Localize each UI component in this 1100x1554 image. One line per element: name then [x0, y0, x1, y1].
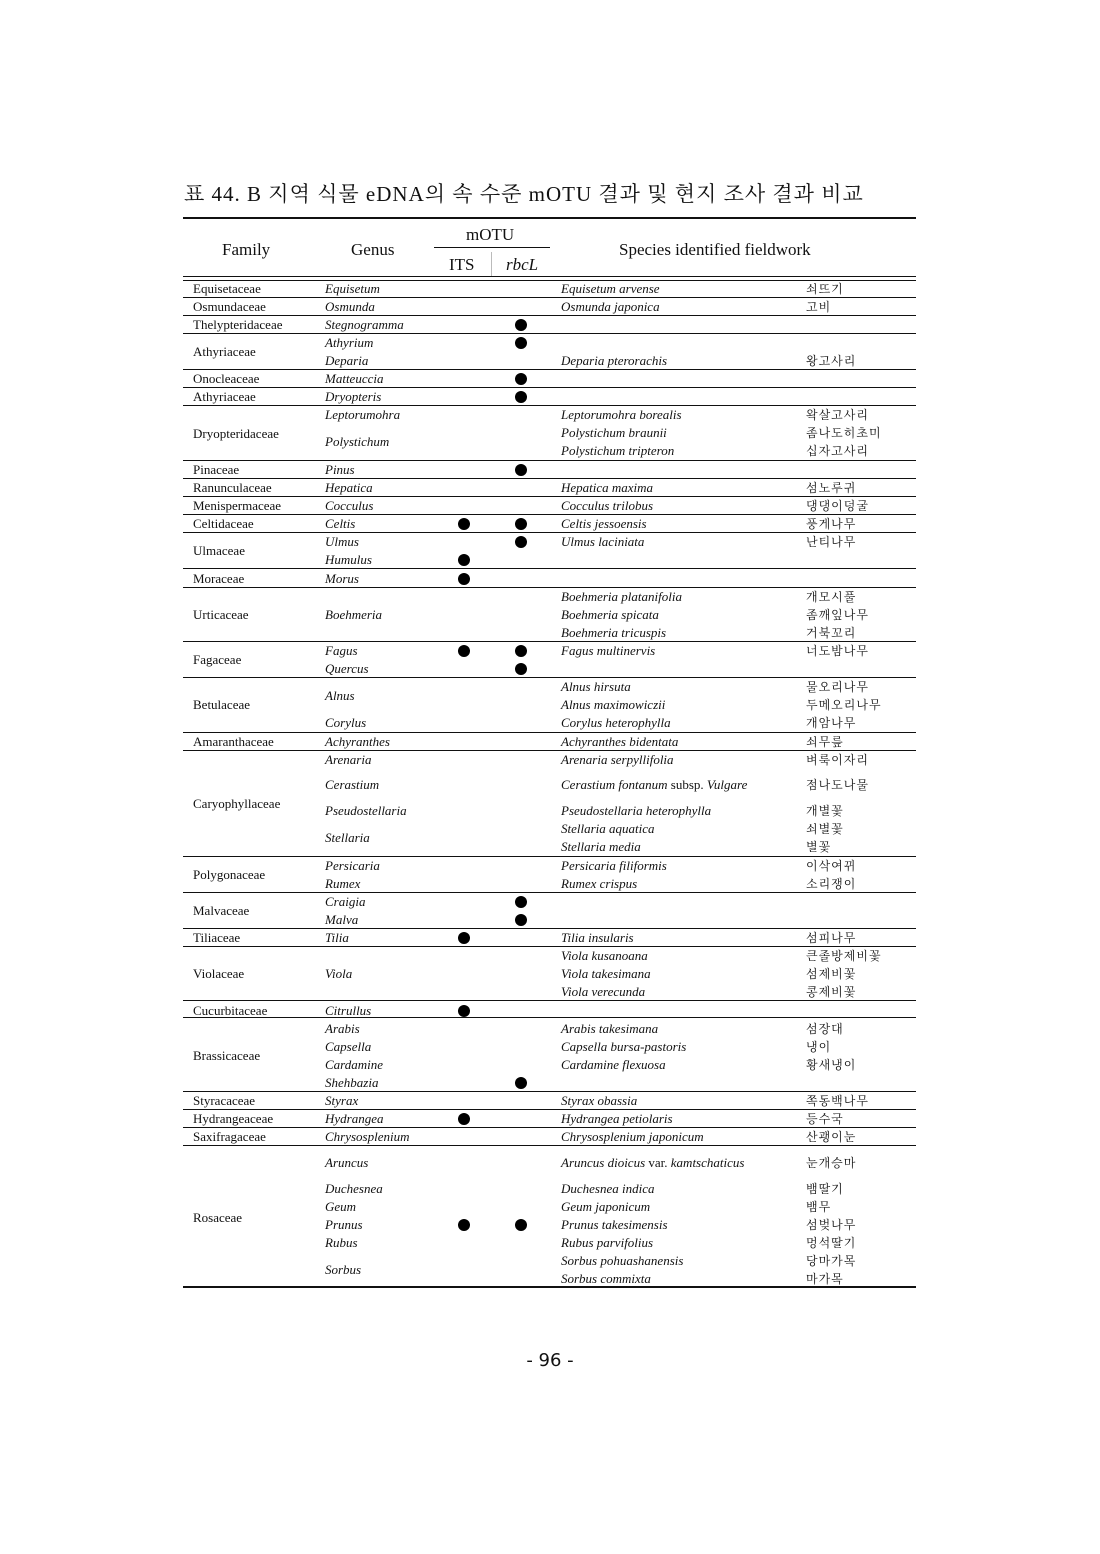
korean-name-cell: 좀나도히초미: [806, 426, 882, 440]
species-name: Stellaria media: [561, 839, 641, 854]
genus-cell: Equisetum: [325, 281, 380, 296]
rank-label: subsp.: [670, 777, 704, 792]
korean-name-cell: 좀깨잎나무: [806, 608, 869, 622]
species-cell: [561, 820, 655, 838]
species-name: Rumex crispus: [561, 876, 638, 891]
species-cell: [561, 1154, 744, 1172]
species-name: Viola kusanoana: [561, 948, 648, 963]
family-cell: Dryopteridaceae: [193, 426, 279, 441]
family-cell: Thelypteridaceae: [193, 317, 283, 332]
genus-cell: Persicaria: [325, 858, 380, 873]
row-divider: [183, 1145, 916, 1146]
species-name: Viola takesimana: [561, 966, 651, 981]
species-name: Pseudostellaria heterophylla: [561, 803, 712, 818]
species-name: Rubus parvifolius: [561, 1235, 654, 1250]
species-name: Capsella bursa-pastoris: [561, 1039, 687, 1054]
genus-cell: Pinus: [325, 462, 355, 477]
its-marker-icon: [458, 518, 470, 530]
family-cell: Polygonaceae: [193, 867, 266, 882]
species-name: Prunus takesimensis: [561, 1217, 668, 1232]
family-cell: Athyriaceae: [193, 344, 256, 359]
species-cell: [561, 1056, 666, 1074]
rbcl-marker-icon: [515, 464, 527, 476]
korean-name-cell: 냉이: [806, 1040, 832, 1054]
rbcl-marker-icon: [515, 663, 527, 675]
row-divider: [183, 568, 916, 569]
species-cell: [561, 733, 678, 751]
genus-cell: Humulus: [325, 552, 372, 567]
species-name: Deparia pterorachis: [561, 353, 668, 368]
rbcl-marker-icon: [515, 914, 527, 926]
genus-cell: Styrax: [325, 1093, 359, 1108]
korean-name-cell: 뱀무: [806, 1200, 832, 1214]
family-cell: Styracaceae: [193, 1093, 256, 1108]
its-marker-icon: [458, 1219, 470, 1231]
korean-name-cell: 거북꼬리: [806, 626, 857, 640]
infra-name: Vulgare: [706, 777, 748, 792]
rbcl-marker-icon: [515, 645, 527, 657]
korean-name-cell: 왁살고사리: [806, 408, 869, 422]
species-name: Aruncus dioicus: [561, 1155, 646, 1170]
rbcl-marker-icon: [515, 391, 527, 403]
korean-name-cell: 고비: [806, 300, 832, 314]
family-cell: Athyriaceae: [193, 389, 256, 404]
species-cell: [561, 406, 682, 424]
genus-cell: Celtis: [325, 516, 356, 531]
its-marker-icon: [458, 573, 470, 585]
genus-cell: Alnus: [325, 688, 355, 703]
korean-name-cell: 풍게나무: [806, 517, 857, 531]
korean-name-cell: 섬피나무: [806, 931, 857, 945]
korean-name-cell: 섬벚나무: [806, 1218, 857, 1232]
species-name: Osmunda japonica: [561, 299, 660, 314]
korean-name-cell: 이삭여뀌: [806, 859, 857, 873]
species-cell: [561, 1198, 650, 1216]
species-name: Alnus maximowiczii: [561, 697, 666, 712]
species-name: Cerastium fontanum: [561, 777, 668, 792]
family-cell: Brassicaceae: [193, 1048, 261, 1063]
header-motu: mOTU: [466, 225, 515, 244]
species-name: Viola verecunda: [561, 984, 646, 999]
species-cell: [561, 424, 667, 442]
header-species: Species identified fieldwork: [619, 240, 811, 259]
korean-name-cell: 멍석딸기: [806, 1236, 857, 1250]
korean-name-cell: 물오리나무: [806, 680, 869, 694]
row-divider: [183, 641, 916, 642]
genus-cell: Hydrangea: [325, 1111, 384, 1126]
row-divider: [183, 369, 916, 370]
species-name: Hepatica maxima: [561, 480, 654, 495]
korean-name-cell: 개별꽃: [806, 804, 844, 818]
korean-name-cell: 등수국: [806, 1112, 844, 1126]
species-cell: [561, 696, 665, 714]
species-cell: [561, 857, 667, 875]
row-divider: [183, 587, 916, 588]
korean-name-cell: 황새냉이: [806, 1058, 857, 1072]
genus-cell: Capsella: [325, 1039, 372, 1054]
korean-name-cell: 소리쟁이: [806, 877, 857, 891]
species-name: Polystichum tripteron: [561, 443, 675, 458]
species-name: Equisetum arvense: [561, 281, 660, 296]
row-divider: [183, 405, 916, 406]
genus-cell: Sorbus: [325, 1262, 362, 1277]
row-divider: [183, 1091, 916, 1092]
species-name: Achyranthes bidentata: [561, 734, 679, 749]
genus-cell: Cocculus: [325, 498, 374, 513]
species-name: Geum japonicum: [561, 1199, 651, 1214]
page-number: - 96 -: [526, 1350, 574, 1371]
row-divider: [183, 732, 916, 733]
rbcl-marker-icon: [515, 896, 527, 908]
korean-name-cell: 당마가목: [806, 1254, 857, 1268]
korean-name-cell: 섬장대: [806, 1022, 844, 1036]
family-cell: Tiliaceae: [193, 930, 241, 945]
species-name: Chrysosplenium japonicum: [561, 1129, 704, 1144]
family-cell: Betulaceae: [193, 697, 251, 712]
species-name: Fagus multinervis: [561, 643, 656, 658]
genus-cell: Rumex: [325, 876, 361, 891]
species-name: Boehmeria spicata: [561, 607, 659, 622]
family-cell: Menispermaceae: [193, 498, 282, 513]
species-cell: [561, 352, 667, 370]
genus-cell: Athyrium: [325, 335, 374, 350]
species-name: Styrax obassia: [561, 1093, 638, 1108]
genus-cell: Osmunda: [325, 299, 375, 314]
header-rbcl: rbcL: [506, 255, 539, 274]
genus-cell: Dryopteris: [325, 389, 382, 404]
family-cell: Moraceae: [193, 571, 245, 586]
table-bottom-rule: [183, 1286, 916, 1288]
korean-name-cell: 벼룩이자리: [806, 753, 869, 767]
korean-name-cell: 눈개승마: [806, 1156, 857, 1170]
korean-name-cell: 섬제비꽃: [806, 967, 857, 981]
rbcl-marker-icon: [515, 1219, 527, 1231]
genus-cell: Craigia: [325, 894, 366, 909]
row-divider: [183, 856, 916, 857]
genus-cell: Morus: [325, 571, 359, 586]
row-divider: [183, 387, 916, 388]
genus-cell: Prunus: [325, 1217, 363, 1232]
species-name: Leptorumohra borealis: [561, 407, 682, 422]
species-name: Boehmeria tricuspis: [561, 625, 667, 640]
genus-cell: Polystichum: [325, 434, 390, 449]
rbcl-marker-icon: [515, 337, 527, 349]
header-motu-rule: [434, 247, 550, 248]
korean-name-cell: 산괭이눈: [806, 1130, 857, 1144]
species-cell: [561, 751, 674, 769]
its-marker-icon: [458, 554, 470, 566]
family-cell: Equisetaceae: [193, 281, 261, 296]
genus-cell: Arabis: [325, 1021, 360, 1036]
header-its: ITS: [449, 255, 475, 274]
species-cell: [561, 442, 674, 460]
korean-name-cell: 쇠별꽃: [806, 822, 844, 836]
row-divider: [183, 478, 916, 479]
family-cell: Fagaceae: [193, 652, 242, 667]
genus-cell: Aruncus: [325, 1155, 369, 1170]
korean-name-cell: 쪽동백나무: [806, 1094, 869, 1108]
korean-name-cell: 섬노루귀: [806, 481, 857, 495]
row-divider: [183, 315, 916, 316]
korean-name-cell: 난티나무: [806, 535, 857, 549]
species-name: Persicaria filiformis: [561, 858, 667, 873]
row-divider: [183, 333, 916, 334]
species-name: Tilia insularis: [561, 930, 634, 945]
row-divider: [183, 460, 916, 461]
korean-name-cell: 큰졸방제비꽃: [806, 949, 882, 963]
genus-cell: Quercus: [325, 661, 369, 676]
korean-name-cell: 댕댕이덩굴: [806, 499, 869, 513]
row-divider: [183, 892, 916, 893]
row-divider: [183, 677, 916, 678]
species-cell: [561, 588, 682, 606]
genus-cell: Cardamine: [325, 1057, 384, 1072]
rbcl-marker-icon: [515, 1077, 527, 1089]
species-cell: [561, 1252, 683, 1270]
korean-name-cell: 개암나무: [806, 716, 857, 730]
row-divider: [183, 297, 916, 298]
family-cell: Onocleaceae: [193, 371, 260, 386]
species-cell: [561, 1092, 637, 1110]
species-cell: [561, 1180, 655, 1198]
family-cell: Hydrangeaceae: [193, 1111, 274, 1126]
genus-cell: Leptorumohra: [325, 407, 401, 422]
species-cell: [561, 965, 651, 983]
rbcl-marker-icon: [515, 319, 527, 331]
genus-cell: Pseudostellaria: [325, 803, 407, 818]
family-cell: Pinaceae: [193, 462, 240, 477]
korean-name-cell: 왕고사리: [806, 354, 857, 368]
row-divider: [183, 514, 916, 515]
species-cell: [561, 642, 655, 660]
genus-cell: Tilia: [325, 930, 349, 945]
row-divider: [183, 1017, 916, 1018]
korean-name-cell: 콩제비꽃: [806, 985, 857, 999]
korean-name-cell: 뱀딸기: [806, 1182, 844, 1196]
korean-name-cell: 마가목: [806, 1272, 844, 1286]
table-top-rule: [183, 217, 916, 219]
genus-cell: Ulmus: [325, 534, 359, 549]
korean-name-cell: 쇠무릎: [806, 735, 844, 749]
its-marker-icon: [458, 932, 470, 944]
genus-cell: Achyranthes: [325, 734, 390, 749]
korean-name-cell: 별꽃: [806, 840, 832, 854]
species-name: Arabis takesimana: [561, 1021, 659, 1036]
species-cell: [561, 624, 666, 642]
species-cell: [561, 1128, 704, 1146]
family-cell: Rosaceae: [193, 1210, 243, 1225]
family-cell: Celtidaceae: [193, 516, 254, 531]
family-cell: Saxifragaceae: [193, 1129, 266, 1144]
species-name: Sorbus commixta: [561, 1271, 651, 1286]
genus-cell: Stegnogramma: [325, 317, 404, 332]
row-divider: [183, 496, 916, 497]
korean-name-cell: 쇠뜨기: [806, 282, 844, 296]
genus-cell: Citrullus: [325, 1003, 372, 1018]
genus-cell: Rubus: [325, 1235, 358, 1250]
genus-cell: Deparia: [325, 353, 369, 368]
species-cell: [561, 606, 659, 624]
species-cell: [561, 875, 637, 893]
species-cell: [561, 515, 647, 533]
genus-cell: Corylus: [325, 715, 367, 730]
korean-name-cell: 두메오리나무: [806, 698, 882, 712]
species-name: Stellaria aquatica: [561, 821, 655, 836]
row-divider: [183, 1000, 916, 1001]
species-name: Cocculus trilobus: [561, 498, 654, 513]
species-name: Corylus heterophylla: [561, 715, 671, 730]
infra-name: kamtschaticus: [670, 1155, 745, 1170]
korean-name-cell: 개모시풀: [806, 590, 857, 604]
korean-name-cell: 십자고사리: [806, 444, 869, 458]
species-cell: [561, 497, 653, 515]
genus-cell: Viola: [325, 966, 353, 981]
family-cell: Malvaceae: [193, 903, 250, 918]
korean-name-cell: 너도밤나무: [806, 644, 869, 658]
genus-cell: Geum: [325, 1199, 357, 1214]
species-cell: [561, 280, 660, 298]
genus-cell: Fagus: [325, 643, 358, 658]
header-genus: Genus: [351, 240, 395, 259]
genus-cell: Stellaria: [325, 830, 370, 845]
family-cell: Ulmaceae: [193, 543, 245, 558]
species-cell: [561, 776, 747, 794]
species-cell: [561, 533, 644, 551]
species-cell: [561, 929, 634, 947]
family-cell: Violaceae: [193, 966, 245, 981]
species-name: Cardamine flexuosa: [561, 1057, 666, 1072]
species-cell: [561, 947, 648, 965]
species-cell: [561, 678, 631, 696]
row-divider: [183, 1109, 916, 1110]
species-cell: [561, 1020, 658, 1038]
row-divider: [183, 532, 916, 533]
species-name: Alnus hirsuta: [561, 679, 631, 694]
species-cell: [561, 802, 711, 820]
species-cell: [561, 298, 660, 316]
species-name: Sorbus pohuashanensis: [561, 1253, 684, 1268]
genus-cell: Chrysosplenium: [325, 1129, 410, 1144]
species-cell: [561, 1110, 673, 1128]
species-name: Polystichum braunii: [561, 425, 667, 440]
rank-label: var.: [648, 1155, 668, 1170]
species-name: Celtis jessoensis: [561, 516, 647, 531]
row-divider: [183, 750, 916, 751]
family-cell: Amaranthaceae: [193, 734, 274, 749]
species-name: Arenaria serpyllifolia: [561, 752, 674, 767]
its-marker-icon: [458, 645, 470, 657]
family-cell: Ranunculaceae: [193, 480, 272, 495]
species-name: Hydrangea petiolaris: [561, 1111, 673, 1126]
family-cell: Osmundaceae: [193, 299, 266, 314]
rbcl-marker-icon: [515, 518, 527, 530]
species-cell: [561, 983, 645, 1001]
family-cell: Urticaceae: [193, 607, 249, 622]
genus-cell: Hepatica: [325, 480, 373, 495]
species-name: Boehmeria platanifolia: [561, 589, 682, 604]
species-cell: [561, 1038, 686, 1056]
row-divider: [183, 928, 916, 929]
its-marker-icon: [458, 1113, 470, 1125]
species-cell: [561, 838, 641, 856]
header-separator: [491, 252, 492, 277]
row-divider: [183, 1127, 916, 1128]
species-cell: [561, 1216, 668, 1234]
genus-cell: Malva: [325, 912, 359, 927]
rbcl-marker-icon: [515, 373, 527, 385]
family-cell: Caryophyllaceae: [193, 796, 281, 811]
korean-name-cell: 점나도나물: [806, 778, 869, 792]
table-title: 표 44. B 지역 식물 eDNA의 속 수준 mOTU 결과 및 현지 조사 결과 비교: [184, 182, 864, 206]
species-cell: [561, 714, 671, 732]
species-cell: [561, 479, 653, 497]
species-name: Duchesnea indica: [561, 1181, 655, 1196]
genus-cell: Boehmeria: [325, 607, 383, 622]
its-marker-icon: [458, 1005, 470, 1017]
genus-cell: Arenaria: [325, 752, 372, 767]
family-cell: Cucurbitaceae: [193, 1003, 268, 1018]
genus-cell: Duchesnea: [325, 1181, 383, 1196]
rbcl-marker-icon: [515, 536, 527, 548]
species-cell: [561, 1234, 653, 1252]
species-name: Ulmus laciniata: [561, 534, 645, 549]
genus-cell: Matteuccia: [325, 371, 384, 386]
header-family: Family: [222, 240, 271, 259]
genus-cell: Shehbazia: [325, 1075, 379, 1090]
row-divider: [183, 946, 916, 947]
genus-cell: Cerastium: [325, 777, 380, 792]
